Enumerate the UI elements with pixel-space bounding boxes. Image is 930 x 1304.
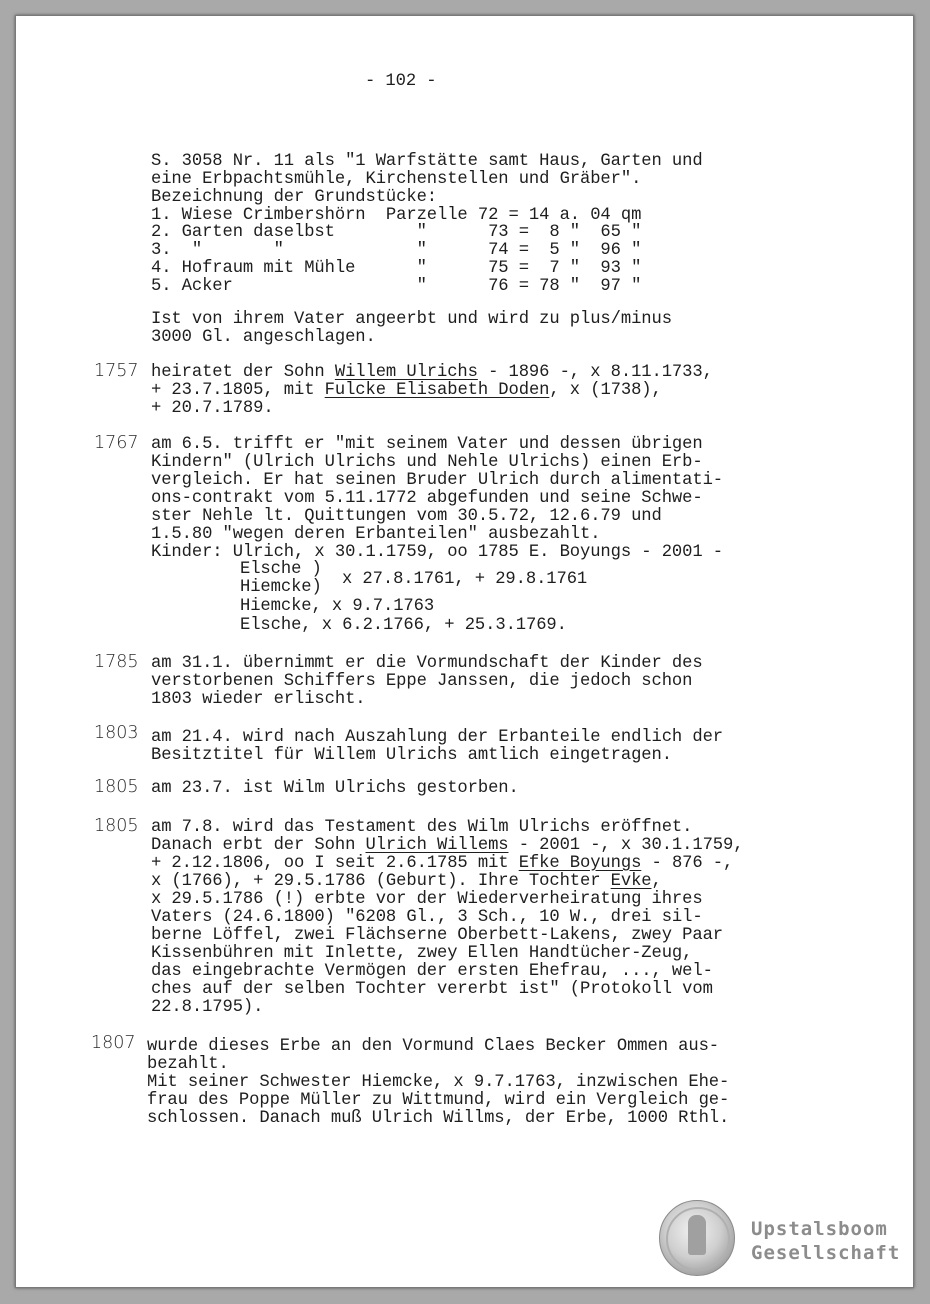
entry-line: Vaters (24.6.1800) "6208 Gl., 3 Sch., 10 W., drei sil- <box>151 908 703 927</box>
underlined-name: Ulrich Willems <box>365 836 509 855</box>
intro-line: S. 3058 Nr. 11 als "1 Warfstätte samt Haus, Garten und <box>151 152 703 171</box>
entry-line: Kindern" (Ulrich Ulrichs und Nehle Ulrichs) einen Erb- <box>151 453 703 472</box>
text-run: , <box>651 872 662 891</box>
parcel-row: 3. " " " 74 = 5 " 96 " <box>151 241 642 260</box>
entry-line <box>151 855 733 873</box>
entry-year: 1785 <box>94 652 139 672</box>
entry-line: x 29.5.1786 (!) erbte vor der Wiederverheiratung ihres <box>151 890 703 909</box>
entry-line: bezahlt. <box>147 1055 229 1074</box>
entry-line: frau des Poppe Müller zu Wittmund, wird ein Vergleich ge- <box>147 1091 730 1110</box>
text-run: x (1766), + 29.5.1786 (Geburt). Ihre Tochter <box>151 872 611 891</box>
kinder-line: Kinder: Ulrich, x 30.1.1759, oo 1785 E. Boyungs - 2001 - <box>151 543 723 562</box>
child-elsche: Elsche ) <box>240 560 322 579</box>
entry-line <box>151 873 662 891</box>
underlined-name: Willem Ulrichs <box>334 363 478 382</box>
entry-line: 1803 wieder erlischt. <box>151 690 366 709</box>
text-run: - 1896 -, x 8.11.1733, <box>477 363 713 382</box>
entry-year: 1803 <box>94 723 139 743</box>
entry-line: das eingebrachte Vermögen der ersten Ehefrau, ..., wel- <box>151 962 713 981</box>
entry-year: 1757 <box>94 361 139 381</box>
entry-line <box>151 364 713 382</box>
entry-line: Mit seiner Schwester Hiemcke, x 9.7.1763, inzwischen Ehe- <box>147 1073 730 1092</box>
seal-logo-icon <box>659 1200 735 1276</box>
entry-line: am 31.1. übernimmt er die Vormundschaft der Kinder des <box>151 654 703 673</box>
underlined-name: Evke <box>610 872 652 891</box>
text-run: + 23.7.1805, mit <box>151 381 325 400</box>
entry-line: 22.8.1795). <box>151 998 264 1017</box>
underlined-name: Fulcke Elisabeth Doden <box>324 381 550 400</box>
entry-line <box>151 837 743 855</box>
logo-text-line1: Upstalsboom <box>751 1218 888 1240</box>
entry-line: vergleich. Er hat seinen Bruder Ulrich durch alimentati- <box>151 471 723 490</box>
entry-line: ster Nehle lt. Quittungen vom 30.5.72, 12.6.79 und <box>151 507 662 526</box>
intro-note: 3000 Gl. angeschlagen. <box>151 328 376 347</box>
entry-line: am 23.7. ist Wilm Ulrichs gestorben. <box>151 779 519 798</box>
entry-year: 1767 <box>94 433 139 453</box>
entry-line: am 6.5. trifft er "mit seinem Vater und dessen übrigen <box>151 435 703 454</box>
entry-line: Kissenbühren mit Inlette, zwey Ellen Handtücher-Zeug, <box>151 944 693 963</box>
child-hiemcke: Hiemcke) <box>240 578 322 597</box>
intro-line: Bezeichnung der Grundstücke: <box>151 188 437 207</box>
entry-year: 1805 <box>94 816 139 836</box>
seal-tree <box>688 1215 706 1255</box>
child-line: Hiemcke, x 9.7.1763 <box>240 597 435 616</box>
entry-line: Besitztitel für Willem Ulrichs amtlich eingetragen. <box>151 746 672 765</box>
entry-line <box>151 382 662 400</box>
intro-note: Ist von ihrem Vater angeerbt und wird zu plus/minus <box>151 310 672 329</box>
entry-line: + 20.7.1789. <box>151 399 274 418</box>
entry-line: am 7.8. wird das Testament des Wilm Ulrichs eröffnet. <box>151 818 693 837</box>
entry-line: ches auf der selben Tochter vererbt ist" (Protokoll vom <box>151 980 713 999</box>
parcel-row: 5. Acker " 76 = 78 " 97 " <box>151 277 642 296</box>
entry-year: 1807 <box>91 1033 136 1053</box>
entry-line: wurde dieses Erbe an den Vormund Claes Becker Ommen aus- <box>147 1037 719 1056</box>
parcel-row: 4. Hofraum mit Mühle " 75 = 7 " 93 " <box>151 259 642 278</box>
parcel-row: 1. Wiese Crimbershörn Parzelle 72 = 14 a. 04 qm <box>151 206 642 225</box>
logo-text-line2: Gesellschaft <box>751 1242 901 1264</box>
parcel-row: 2. Garten daselbst " 73 = 8 " 65 " <box>151 223 642 242</box>
underlined-name: Efke Boyungs <box>518 854 642 873</box>
entry-line: schlossen. Danach muß Ulrich Willms, der Erbe, 1000 Rthl. <box>147 1109 730 1128</box>
child-line: Elsche, x 6.2.1766, + 25.3.1769. <box>240 616 567 635</box>
entry-line: ons-contrakt vom 5.11.1772 abgefunden und seine Schwe- <box>151 489 703 508</box>
twin-dates: x 27.8.1761, + 29.8.1761 <box>342 570 588 589</box>
intro-line: eine Erbpachtsmühle, Kirchenstellen und Gräber". <box>151 170 642 189</box>
page-number: - 102 - <box>365 72 437 91</box>
text-run: - 2001 -, x 30.1.1759, <box>508 836 744 855</box>
entry-year: 1805 <box>94 777 139 797</box>
entry-line: am 21.4. wird nach Auszahlung der Erbanteile endlich der <box>151 728 723 747</box>
text-run: + 2.12.1806, oo I seit 2.6.1785 mit <box>151 854 519 873</box>
text-run: - 876 -, <box>641 854 734 873</box>
text-run: heiratet der Sohn <box>151 363 335 382</box>
text-run: Danach erbt der Sohn <box>151 836 366 855</box>
entry-line: berne Löffel, zwei Flächserne Oberbett-Lakens, zwey Paar <box>151 926 723 945</box>
text-run: , x (1738), <box>549 381 662 400</box>
entry-line: 1.5.80 "wegen deren Erbanteilen" ausbezahlt. <box>151 525 601 544</box>
entry-line: verstorbenen Schiffers Eppe Janssen, die jedoch schon <box>151 672 693 691</box>
